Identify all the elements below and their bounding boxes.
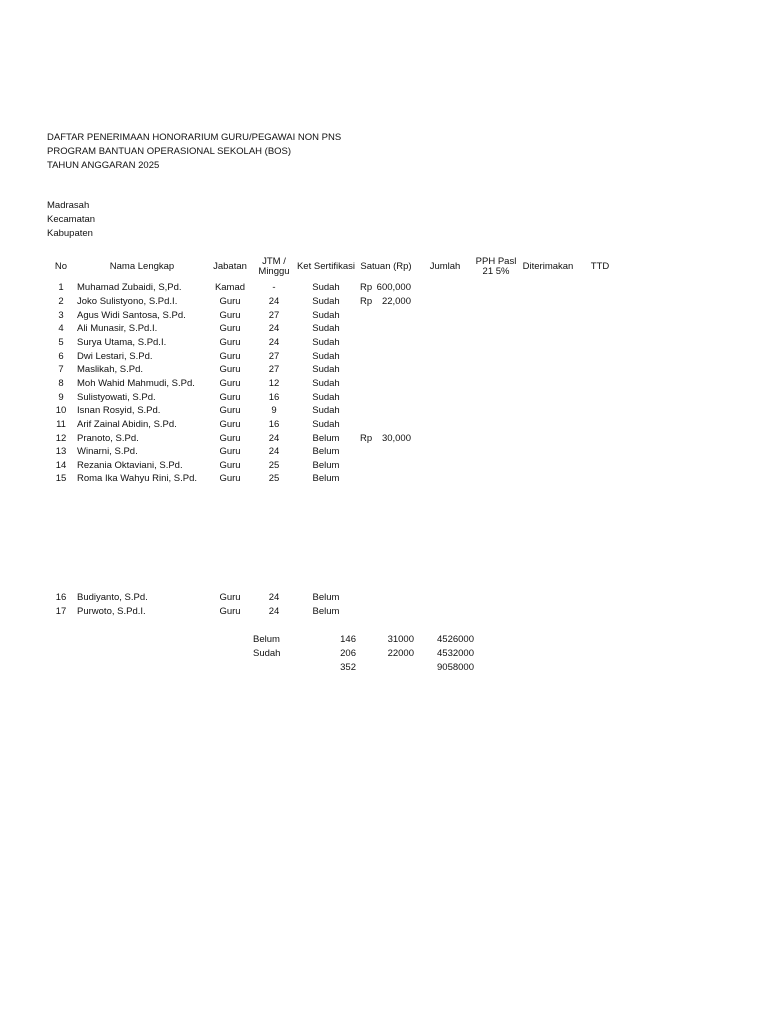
cell-jtm: 27 — [268, 364, 280, 375]
summary-jtm: 146 — [340, 634, 356, 645]
cell-no: 9 — [58, 392, 64, 403]
col-header-ket: Ket Sertifikasi — [296, 261, 356, 272]
cell-ket: Sudah — [312, 323, 340, 334]
cell-jtm: 12 — [268, 378, 280, 389]
cell-nama: Muhamad Zubaidi, S,Pd. — [77, 282, 182, 293]
table-row — [0, 392, 768, 406]
cell-satuan: 30,000 — [381, 433, 411, 444]
cell-no: 2 — [58, 296, 64, 307]
col-header-diterimakan: Diterimakan — [522, 261, 574, 272]
table-row — [0, 351, 768, 365]
cell-jabatan: Guru — [219, 592, 241, 603]
cell-nama: Budiyanto, S.Pd. — [77, 592, 148, 603]
table-row — [0, 296, 768, 310]
cell-jtm: 24 — [268, 606, 280, 617]
title-line-3: TAHUN ANGGARAN 2025 — [47, 160, 160, 171]
table-row — [0, 405, 768, 419]
cell-jtm: 27 — [268, 310, 280, 321]
cell-no: 11 — [56, 419, 66, 430]
summary-total: 4526000 — [437, 634, 474, 645]
cell-nama: Winarni, S.Pd. — [77, 446, 138, 457]
table-row — [0, 460, 768, 474]
cell-no: 16 — [55, 592, 67, 603]
cell-jabatan: Kamad — [214, 282, 246, 293]
cell-nama: Roma Ika Wahyu Rini, S.Pd. — [77, 473, 198, 484]
cell-jabatan: Guru — [219, 323, 241, 334]
cell-nama: Pranoto, S.Pd. — [77, 433, 139, 444]
cell-nama: Maslikah, S.Pd. — [77, 364, 143, 375]
cell-no: 12 — [55, 433, 67, 444]
summary-row — [0, 634, 768, 648]
cell-ket: Belum — [312, 460, 340, 471]
title-line-1: DAFTAR PENERIMAAN HONORARIUM GURU/PEGAWAI NON PNS — [47, 132, 342, 143]
col-header-jumlah: Jumlah — [429, 261, 461, 272]
cell-no: 1 — [58, 282, 64, 293]
table-row — [0, 310, 768, 324]
cell-ket: Sudah — [312, 405, 340, 416]
cell-ket: Sudah — [312, 392, 340, 403]
summary-satuan: 31000 — [387, 634, 414, 645]
cell-no: 3 — [58, 310, 64, 321]
cell-ket: Sudah — [312, 282, 340, 293]
cell-jabatan: Guru — [219, 351, 241, 362]
cell-jtm: 25 — [268, 460, 280, 471]
kecamatan-label: Kecamatan — [47, 214, 96, 225]
cell-jabatan: Guru — [219, 405, 241, 416]
cell-jtm: 24 — [268, 433, 280, 444]
table-row — [0, 282, 768, 296]
cell-no: 5 — [58, 337, 64, 348]
cell-ket: Belum — [312, 473, 340, 484]
cell-no: 8 — [58, 378, 64, 389]
cell-nama: Moh Wahid Mahmudi, S.Pd. — [77, 378, 195, 389]
summary-jtm: 206 — [340, 648, 356, 659]
cell-rp: Rp — [360, 282, 373, 293]
cell-no: 15 — [55, 473, 67, 484]
table-row — [0, 606, 768, 620]
cell-nama: Arif Zainal Abidin, S.Pd. — [77, 419, 177, 430]
cell-jtm: 24 — [268, 592, 280, 603]
cell-jabatan: Guru — [219, 433, 241, 444]
table-row — [0, 473, 768, 487]
table-row — [0, 433, 768, 447]
summary-jtm: 352 — [340, 662, 356, 673]
col-header-pph-1: PPH Pasl — [475, 256, 517, 267]
cell-ket: Belum — [312, 433, 340, 444]
cell-nama: Agus Widi Santosa, S.Pd. — [77, 310, 186, 321]
cell-no: 14 — [55, 460, 67, 471]
cell-no: 13 — [55, 446, 67, 457]
cell-nama: Ali Munasir, S.Pd.I. — [77, 323, 158, 334]
cell-jabatan: Guru — [219, 446, 241, 457]
cell-ket: Sudah — [312, 310, 340, 321]
col-header-jtm-1: JTM / — [262, 256, 286, 267]
summary-label: Sudah — [253, 648, 281, 659]
cell-nama: Sulistyowati, S.Pd. — [77, 392, 156, 403]
cell-jtm: 24 — [268, 337, 280, 348]
summary-row — [0, 662, 768, 676]
cell-no: 10 — [55, 405, 67, 416]
summary-satuan: 22000 — [387, 648, 414, 659]
cell-jtm: 16 — [268, 419, 280, 430]
cell-ket: Sudah — [312, 296, 340, 307]
cell-nama: Dwi Lestari, S.Pd. — [77, 351, 153, 362]
col-header-jabatan: Jabatan — [213, 261, 247, 272]
cell-jabatan: Guru — [219, 296, 241, 307]
cell-nama: Purwoto, S.Pd.I. — [77, 606, 146, 617]
cell-ket: Belum — [312, 592, 340, 603]
cell-jtm: 24 — [268, 446, 280, 457]
cell-jabatan: Guru — [219, 364, 241, 375]
col-header-nama: Nama Lengkap — [109, 261, 175, 272]
col-header-pph-2: 21 5% — [482, 266, 510, 277]
table-row — [0, 364, 768, 378]
summary-label: Belum — [253, 634, 280, 645]
cell-satuan: 22,000 — [381, 296, 411, 307]
cell-jtm: - — [272, 282, 276, 293]
cell-rp: Rp — [360, 296, 373, 307]
cell-ket: Belum — [312, 446, 340, 457]
cell-jabatan: Guru — [219, 460, 241, 471]
summary-total: 4532000 — [437, 648, 474, 659]
kabupaten-label: Kabupaten — [47, 228, 93, 239]
cell-satuan: 600,000 — [376, 282, 411, 293]
col-header-no: No — [54, 261, 68, 272]
title-line-2: PROGRAM BANTUAN OPERASIONAL SEKOLAH (BOS) — [47, 146, 292, 157]
table-row — [0, 446, 768, 460]
table-row — [0, 378, 768, 392]
cell-ket: Sudah — [312, 378, 340, 389]
table-row — [0, 592, 768, 606]
table-row — [0, 337, 768, 351]
cell-nama: Rezania Oktaviani, S.Pd. — [77, 460, 183, 471]
cell-no: 6 — [58, 351, 64, 362]
cell-jabatan: Guru — [219, 392, 241, 403]
summary-total: 9058000 — [437, 662, 474, 673]
cell-no: 4 — [58, 323, 64, 334]
cell-jtm: 24 — [268, 323, 280, 334]
cell-jabatan: Guru — [219, 310, 241, 321]
cell-ket: Belum — [312, 606, 340, 617]
summary-row — [0, 648, 768, 662]
cell-jtm: 9 — [271, 405, 277, 416]
cell-ket: Sudah — [312, 337, 340, 348]
cell-ket: Sudah — [312, 351, 340, 362]
table-row — [0, 323, 768, 337]
cell-no: 7 — [58, 364, 64, 375]
cell-rp: Rp — [360, 433, 373, 444]
col-header-satuan: Satuan (Rp) — [360, 261, 412, 272]
cell-no: 17 — [55, 606, 67, 617]
cell-jabatan: Guru — [219, 337, 241, 348]
cell-ket: Sudah — [312, 364, 340, 375]
cell-nama: Isnan Rosyid, S.Pd. — [77, 405, 161, 416]
cell-ket: Sudah — [312, 419, 340, 430]
col-header-jtm-2: Minggu — [258, 266, 290, 277]
cell-jabatan: Guru — [219, 419, 241, 430]
cell-jabatan: Guru — [219, 606, 241, 617]
col-header-ttd: TTD — [590, 261, 610, 272]
cell-jtm: 24 — [268, 296, 280, 307]
cell-jtm: 25 — [268, 473, 280, 484]
cell-jtm: 27 — [268, 351, 280, 362]
cell-nama: Joko Sulistyono, S.Pd.I. — [77, 296, 178, 307]
cell-jtm: 16 — [268, 392, 280, 403]
cell-jabatan: Guru — [219, 378, 241, 389]
cell-nama: Surya Utama, S.Pd.I. — [77, 337, 167, 348]
cell-jabatan: Guru — [219, 473, 241, 484]
table-row — [0, 419, 768, 433]
madrasah-label: Madrasah — [47, 200, 90, 211]
